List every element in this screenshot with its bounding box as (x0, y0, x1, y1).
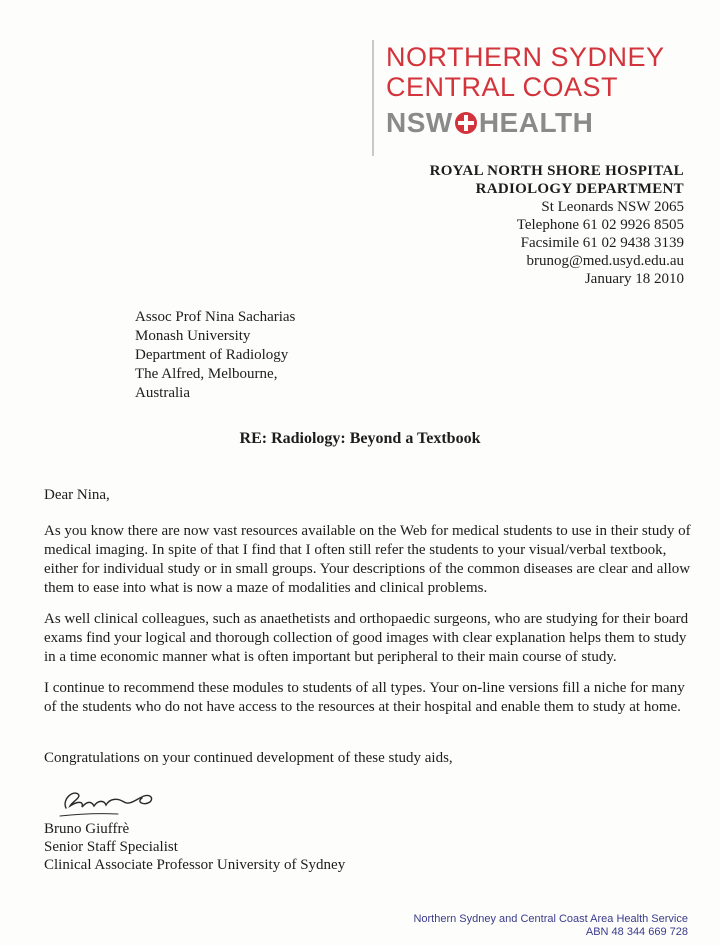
signatory-affiliation: Clinical Associate Professor University of Sydney (44, 857, 346, 873)
recipient-block (135, 308, 295, 403)
paragraph-2: As well clinical colleagues, such as anaethetists and orthopaedic surgeons, who are studying for their board exams find your logical and thorough collection of good images with clear explanation helps them to study in a time economic manner what is often important but peripheral to their main course of study. (44, 611, 689, 665)
logo-line-1: NORTHERN SYDNEY (386, 42, 665, 72)
subject-line: RE: Radiology: Beyond a Textbook (239, 430, 481, 447)
logo-line-2: CENTRAL COAST (386, 72, 619, 102)
signature-block (44, 820, 345, 874)
hospital-name: ROYAL NORTH SHORE HOSPITAL (429, 163, 684, 179)
salutation: Dear Nina, (44, 487, 110, 503)
recipient-name: Assoc Prof Nina Sacharias (135, 309, 296, 325)
recipient-location: The Alfred, Melbourne, (135, 366, 278, 382)
recipient-department: Department of Radiology (135, 347, 289, 363)
logo-divider (372, 40, 374, 156)
paragraph-3: I continue to recommend these modules to students of all types. Your on-line versions fill a niche for many of the students who do not have access to the resources at their hospital and enable them to study at home. (44, 680, 685, 715)
logo-nsw: NSW (386, 107, 453, 138)
page-footer (413, 913, 688, 939)
handwritten-signature (58, 780, 168, 820)
waratah-cross-icon (455, 112, 477, 134)
recipient-country: Australia (135, 385, 190, 401)
signatory-title: Senior Staff Specialist (44, 839, 178, 855)
email-address: brunog@med.usyd.edu.au (526, 253, 684, 269)
paragraph-1: As you know there are now vast resources available on the Web for medical students to use in their study of medical imaging. In spite of that I find that I often still refer the students to your visual/verbal textbook, either for individual study or in small groups. Your descriptions of the common diseases are clear and allow them to ease into what is now a maze of modalities and clinical problems. (44, 523, 691, 596)
footer-service: Northern Sydney and Central Coast Area Health Service (413, 913, 688, 925)
logo-line-3 (386, 108, 593, 138)
facsimile: Facsimile 61 02 9438 3139 (520, 235, 684, 251)
letter-date: January 18 2010 (584, 271, 684, 287)
recipient-institution: Monash University (135, 328, 251, 344)
signatory-name: Bruno Giuffrè (44, 821, 130, 837)
department-name: RADIOLOGY DEPARTMENT (475, 181, 684, 197)
street-address: St Leonards NSW 2065 (541, 199, 684, 215)
footer-abn: ABN 48 344 669 728 (585, 926, 688, 938)
telephone: Telephone 61 02 9926 8505 (516, 217, 684, 233)
closing-line: Congratulations on your continued development of these study aids, (44, 750, 453, 766)
letterhead-address (430, 162, 684, 288)
logo-health: HEALTH (478, 107, 594, 138)
